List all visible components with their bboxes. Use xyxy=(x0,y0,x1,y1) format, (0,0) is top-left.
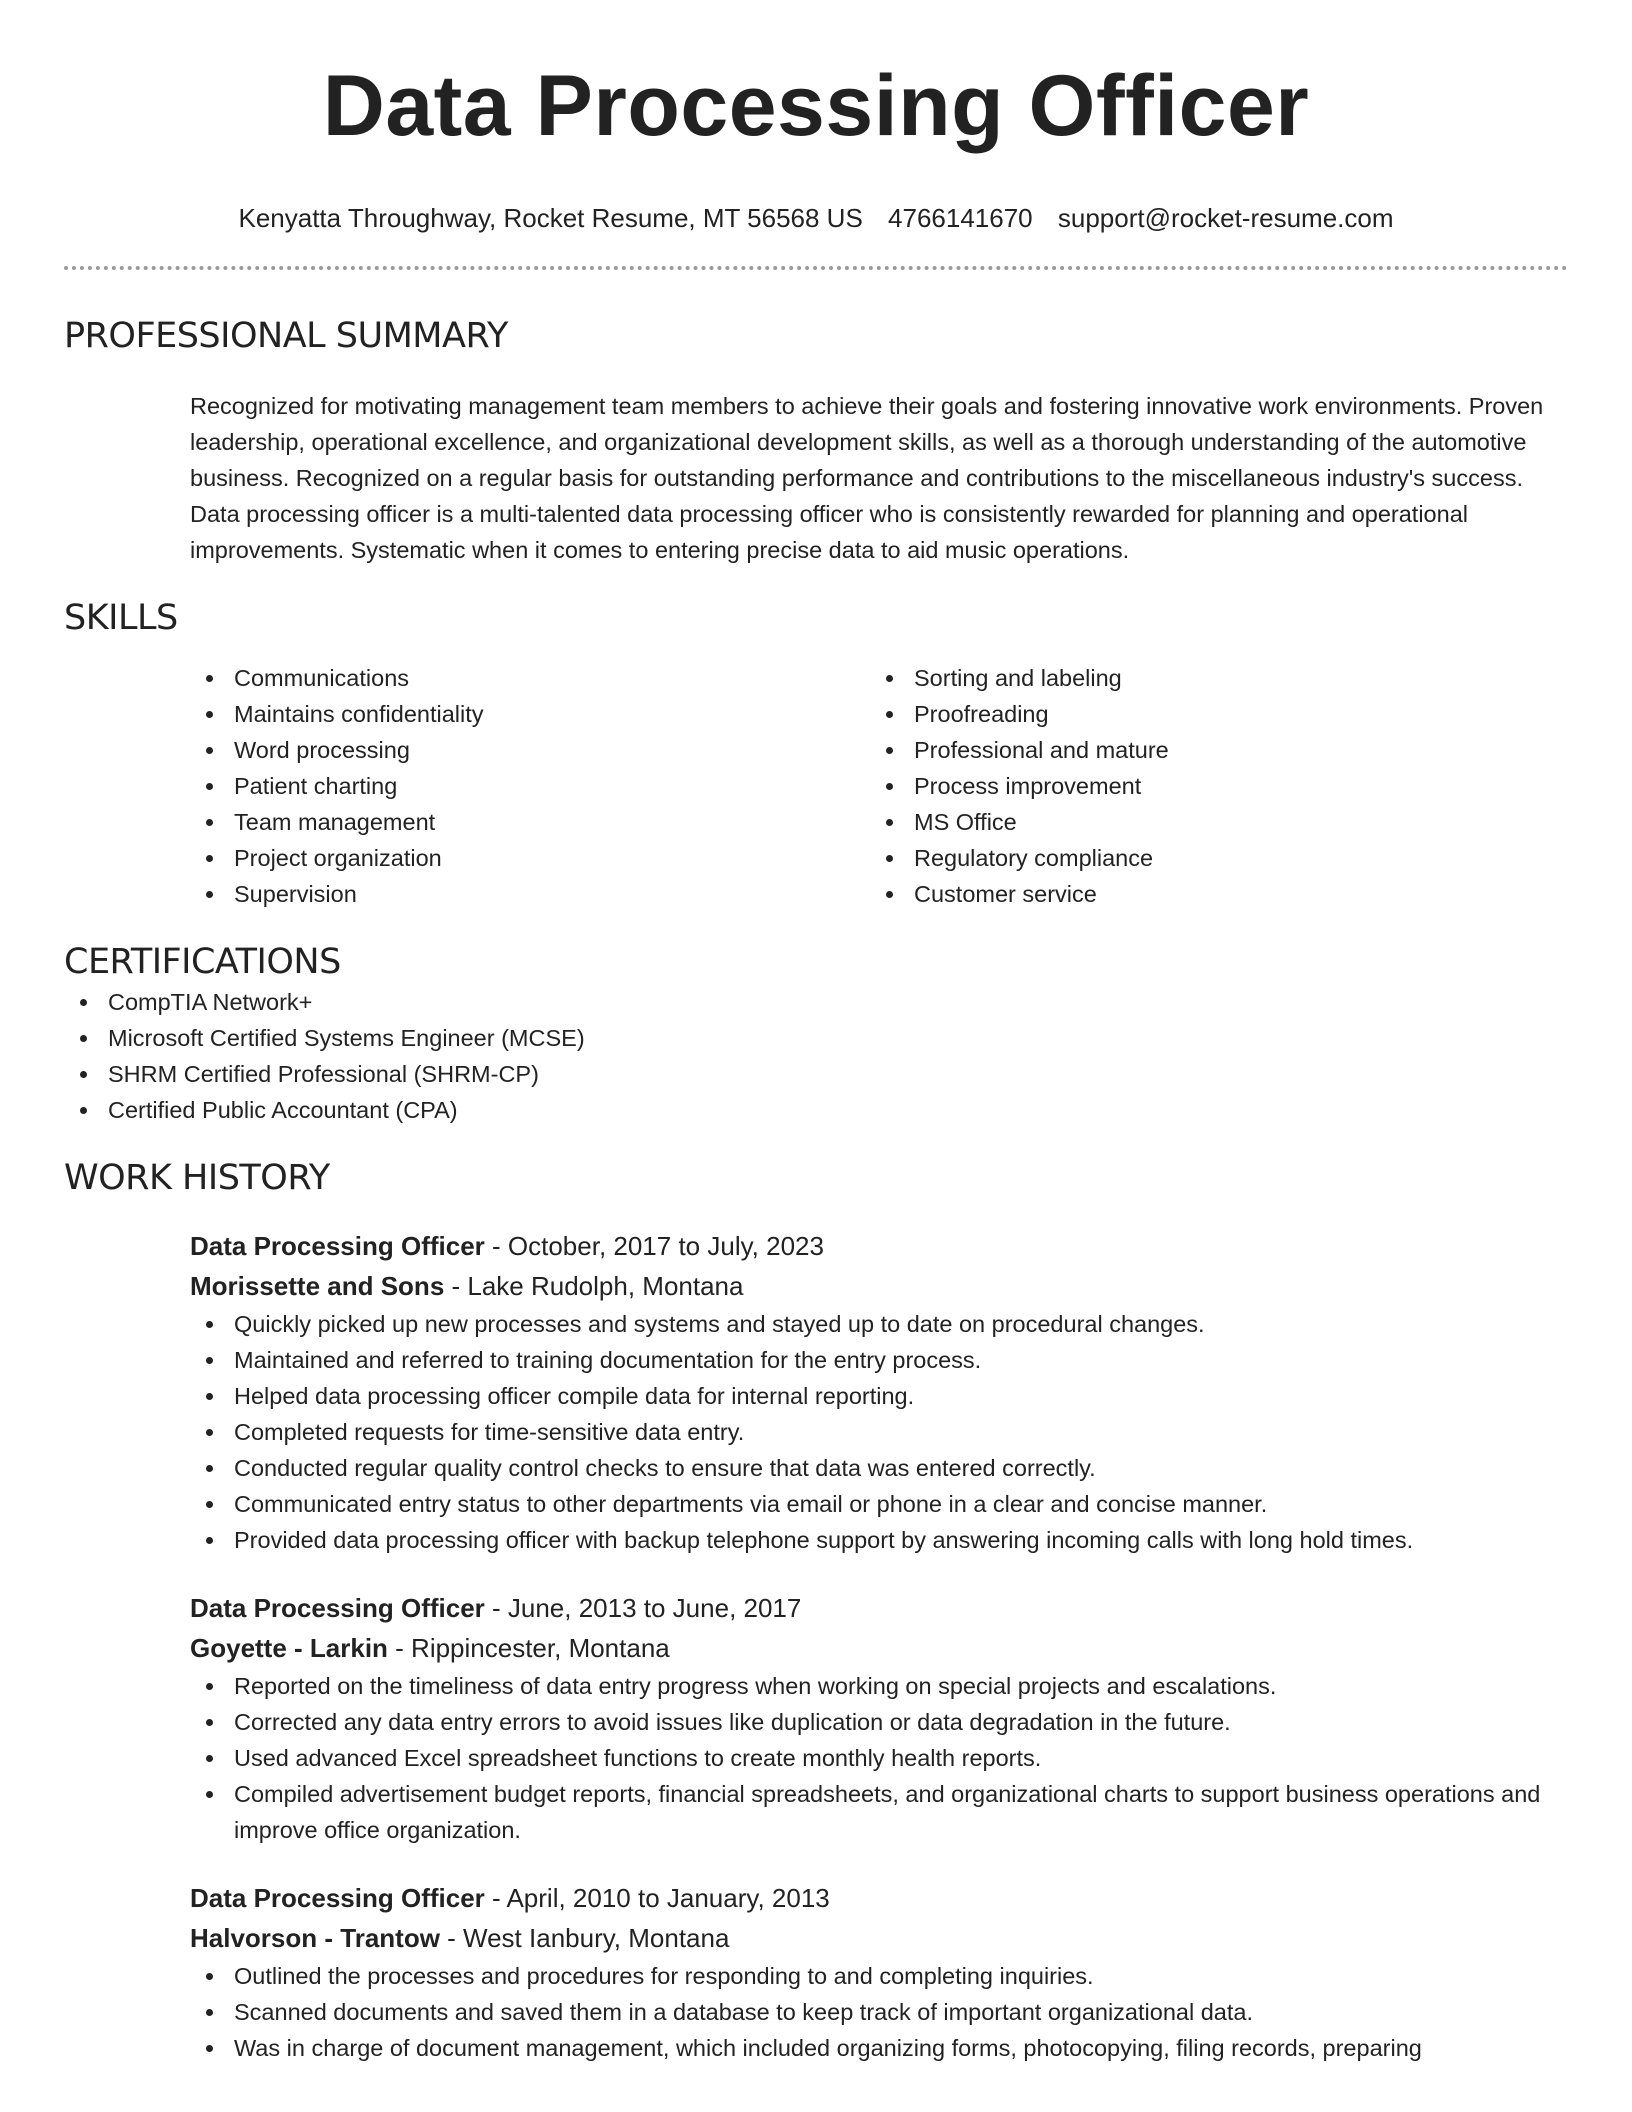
job-company-line xyxy=(190,1918,1568,1958)
certifications-heading: CERTIFICATIONS xyxy=(64,942,341,982)
job-company-line xyxy=(190,1266,1568,1306)
skill-item: Team management xyxy=(190,804,870,840)
skill-item: Maintains confidentiality xyxy=(190,696,870,732)
certifications-list xyxy=(64,984,1568,1128)
job-role-line xyxy=(190,1588,1568,1628)
job-bullet: Provided data processing officer with backup telephone support by answering incoming calls with long hold times. xyxy=(190,1522,1568,1558)
job-location: - Lake Rudolph, Montana xyxy=(444,1271,744,1301)
job-role-line xyxy=(190,1226,1568,1266)
skill-item: Process improvement xyxy=(870,768,1550,804)
job-role: Data Processing Officer xyxy=(190,1231,485,1261)
job-bullet-list xyxy=(190,1958,1568,2066)
job-dates: - October, 2017 to July, 2023 xyxy=(484,1231,824,1261)
job-bullet: Maintained and referred to training documentation for the entry process. xyxy=(190,1342,1568,1378)
job-company: Halvorson - Trantow xyxy=(190,1923,440,1953)
job-bullet: Helped data processing officer compile data for internal reporting. xyxy=(190,1378,1568,1414)
skill-item: Customer service xyxy=(870,876,1550,912)
job-company: Morissette and Sons xyxy=(190,1271,445,1301)
skills-grid xyxy=(190,660,1568,912)
job-entry xyxy=(190,1226,1568,1558)
contact-phone: 4766141670 xyxy=(888,203,1033,233)
job-company-line xyxy=(190,1628,1568,1668)
skill-item: Patient charting xyxy=(190,768,870,804)
certification-item: CompTIA Network+ xyxy=(64,984,1568,1020)
certification-item: Microsoft Certified Systems Engineer (MCSE) xyxy=(64,1020,1568,1056)
summary-text: Recognized for motivating management team members to achieve their goals and fostering innovative work environments. Proven leadership, operational excellence, and organizational development skills, as well as a thorough understanding of the automotive business. Recognized on a regular basis for outstanding performance and contributions to the miscellaneous industry's success. Data processing officer is a multi-talented data processing officer who is consistently rewarded for planning and operational improvements. Systematic when it comes to entering precise data to aid music operations. xyxy=(190,393,1544,563)
skills-left-list xyxy=(190,660,870,912)
job-bullet: Communicated entry status to other departments via email or phone in a clear and concise manner. xyxy=(190,1486,1568,1522)
skill-item: Word processing xyxy=(190,732,870,768)
skill-item: Sorting and labeling xyxy=(870,660,1550,696)
job-location: - Rippincester, Montana xyxy=(387,1633,670,1663)
job-bullet: Quickly picked up new processes and systems and stayed up to date on procedural changes. xyxy=(190,1306,1568,1342)
skill-item: MS Office xyxy=(870,804,1550,840)
skill-item: Proofreading xyxy=(870,696,1550,732)
certification-item: SHRM Certified Professional (SHRM-CP) xyxy=(64,1056,1568,1092)
job-bullet: Was in charge of document management, which included organizing forms, photocopying, filing records, preparing xyxy=(190,2030,1568,2066)
skill-item: Supervision xyxy=(190,876,870,912)
skill-item: Regulatory compliance xyxy=(870,840,1550,876)
job-bullet: Scanned documents and saved them in a database to keep track of important organizational data. xyxy=(190,1994,1568,2030)
job-entry xyxy=(190,1588,1568,1848)
skills-heading: SKILLS xyxy=(64,598,178,638)
job-dates: - April, 2010 to January, 2013 xyxy=(484,1883,830,1913)
job-role: Data Processing Officer xyxy=(190,1593,485,1623)
skill-item: Project organization xyxy=(190,840,870,876)
contact-email[interactable]: support@rocket-resume.com xyxy=(1057,203,1394,233)
job-bullet: Corrected any data entry errors to avoid issues like duplication or data degradation in the future. xyxy=(190,1704,1568,1740)
summary-heading: PROFESSIONAL SUMMARY xyxy=(64,316,508,356)
job-bullet: Compiled advertisement budget reports, financial spreadsheets, and organizational charts to support business operations and improve office organization. xyxy=(190,1776,1568,1848)
job-role-line xyxy=(190,1878,1568,1918)
job-bullet-list xyxy=(190,1668,1568,1848)
job-location: - West Ianbury, Montana xyxy=(439,1923,730,1953)
header-divider xyxy=(64,266,1568,270)
job-bullet: Conducted regular quality control checks to ensure that data was entered correctly. xyxy=(190,1450,1568,1486)
job-role: Data Processing Officer xyxy=(190,1883,485,1913)
certification-item: Certified Public Accountant (CPA) xyxy=(64,1092,1568,1128)
job-bullet: Reported on the timeliness of data entry progress when working on special projects and escalations. xyxy=(190,1668,1568,1704)
job-entry xyxy=(190,1878,1568,2066)
skill-item: Communications xyxy=(190,660,870,696)
contact-line xyxy=(64,202,1568,234)
job-bullet: Used advanced Excel spreadsheet functions to create monthly health reports. xyxy=(190,1740,1568,1776)
contact-address: Kenyatta Throughway, Rocket Resume, MT 56568 US xyxy=(238,203,863,233)
job-company: Goyette - Larkin xyxy=(190,1633,388,1663)
skills-right-list xyxy=(870,660,1550,912)
work-history-heading: WORK HISTORY xyxy=(64,1158,330,1198)
job-bullet: Outlined the processes and procedures for responding to and completing inquiries. xyxy=(190,1958,1568,1994)
job-bullet-list xyxy=(190,1306,1568,1558)
skill-item: Professional and mature xyxy=(870,732,1550,768)
job-bullet: Completed requests for time-sensitive data entry. xyxy=(190,1414,1568,1450)
job-dates: - June, 2013 to June, 2017 xyxy=(484,1593,802,1623)
resume-title: Data Processing Officer xyxy=(322,58,1310,154)
